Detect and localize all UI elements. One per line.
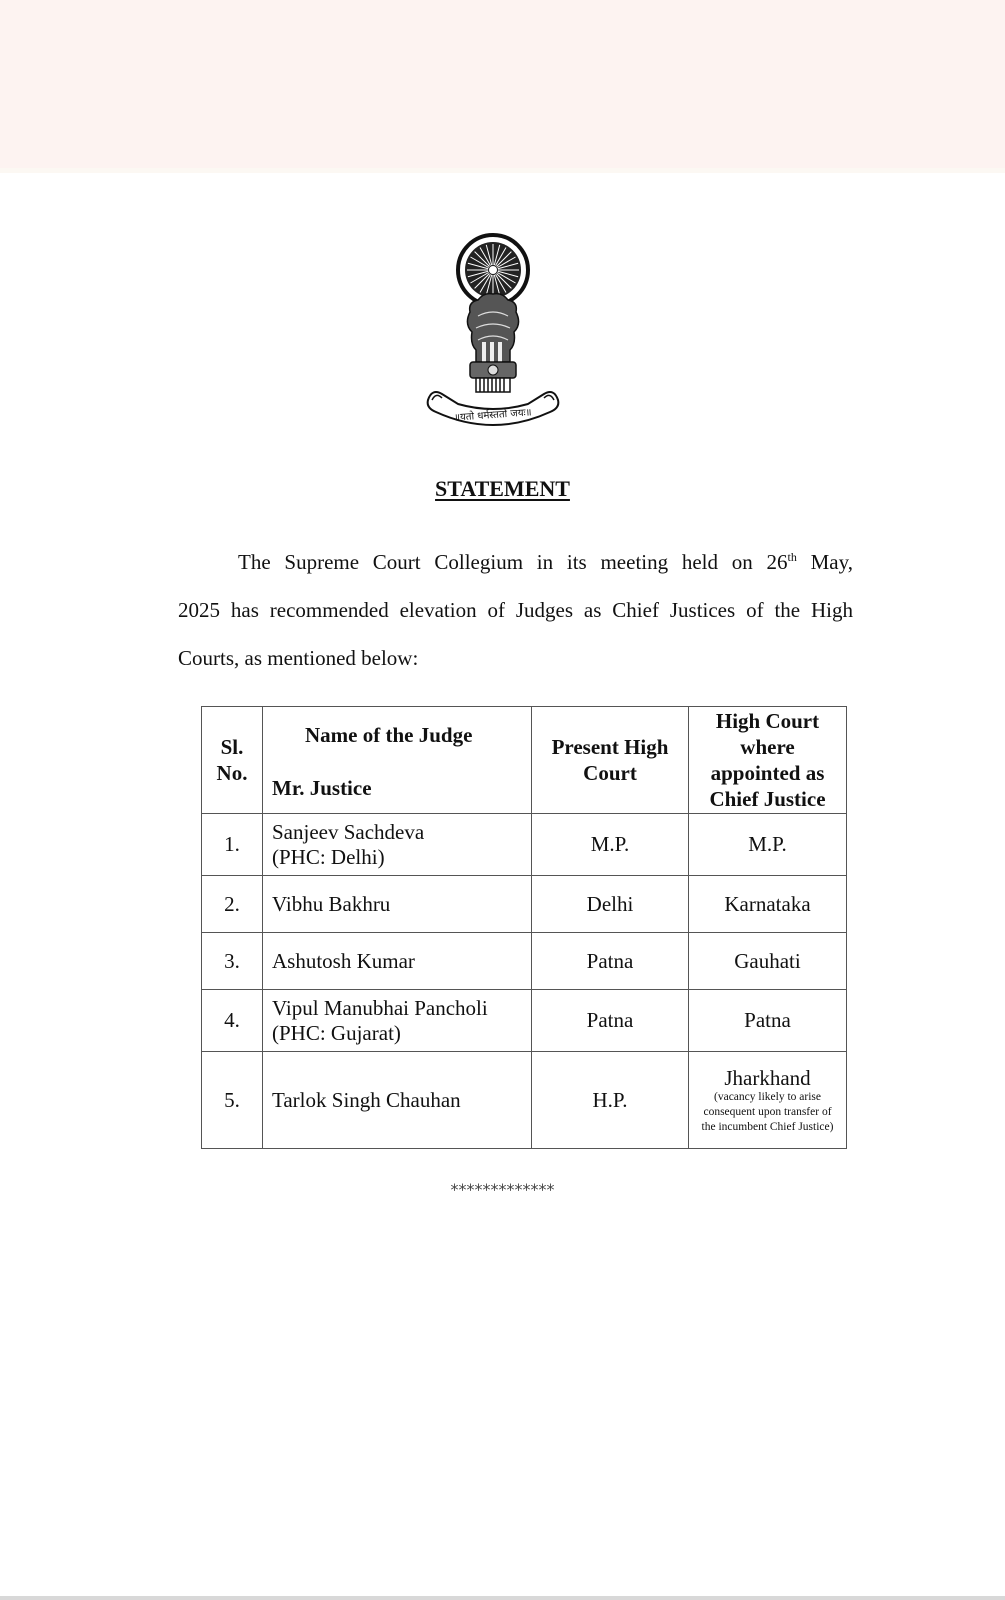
cell-present: M.P. bbox=[532, 814, 689, 876]
cell-appointed bbox=[689, 1052, 847, 1149]
cell-appointed: Patna bbox=[689, 990, 847, 1052]
cell-sl: 4. bbox=[202, 990, 263, 1052]
table-row bbox=[202, 1052, 847, 1149]
top-band bbox=[0, 0, 1005, 168]
table-row bbox=[202, 814, 847, 876]
header-sl-no bbox=[202, 707, 263, 814]
header-appointed-court bbox=[689, 707, 847, 814]
vacancy-note: (vacancy likely to arise consequent upon transfer of the incumbent Chief Justice) bbox=[701, 1090, 834, 1133]
paragraph-line-2: 2025 has recommended elevation of Judges as Chief Justices of the High bbox=[178, 598, 853, 622]
cell-sl: 1. bbox=[202, 814, 263, 876]
statement-paragraph bbox=[178, 538, 853, 682]
table-row bbox=[202, 990, 847, 1052]
paragraph-line-1 bbox=[178, 538, 853, 586]
cell-name bbox=[263, 1052, 532, 1149]
paragraph-text: May, bbox=[796, 550, 853, 574]
end-marker: ************* bbox=[450, 1180, 555, 1199]
supreme-court-emblem-icon bbox=[418, 232, 568, 432]
judge-name: Tarlok Singh Chauhan bbox=[272, 1087, 461, 1112]
cell-appointed: Karnataka bbox=[689, 876, 847, 933]
cell-sl: 2. bbox=[202, 876, 263, 933]
ordinal-suffix: th bbox=[787, 550, 797, 564]
cell-present: H.P. bbox=[532, 1052, 689, 1149]
table-row bbox=[202, 876, 847, 933]
judge-name: Ashutosh Kumar bbox=[272, 948, 415, 973]
paragraph-text: The Supreme Court Collegium in its meeting held on 26 bbox=[238, 550, 788, 574]
cell-sl: 5. bbox=[202, 1052, 263, 1149]
cell-appointed: M.P. bbox=[689, 814, 847, 876]
top-band-edge bbox=[0, 168, 1005, 173]
cell-name bbox=[263, 876, 532, 933]
header-name-bottom: Mr. Justice bbox=[272, 776, 372, 800]
cell-name bbox=[263, 933, 532, 990]
header-present-court bbox=[532, 707, 689, 814]
table-header-row bbox=[202, 707, 847, 814]
cell-present: Patna bbox=[532, 933, 689, 990]
cell-sl: 3. bbox=[202, 933, 263, 990]
bottom-edge bbox=[0, 1596, 1005, 1600]
cell-name bbox=[263, 990, 532, 1052]
cell-appointed: Gauhati bbox=[689, 933, 847, 990]
judge-name: Vibhu Bakhru bbox=[272, 891, 391, 916]
statement-title: STATEMENT bbox=[435, 476, 570, 501]
header-text: High Court where appointed as Chief Justice bbox=[709, 709, 826, 811]
judges-table bbox=[201, 706, 847, 1149]
judge-parent-court: (PHC: Delhi) bbox=[272, 844, 385, 869]
cell-present: Delhi bbox=[532, 876, 689, 933]
judge-name: Sanjeev Sachdeva bbox=[272, 819, 425, 844]
judge-parent-court: (PHC: Gujarat) bbox=[272, 1020, 401, 1045]
paragraph-line-3: Courts, as mentioned below: bbox=[178, 646, 419, 670]
appointed-court: Jharkhand bbox=[724, 1065, 811, 1090]
header-text: Present High Court bbox=[551, 735, 669, 785]
judge-name: Vipul Manubhai Pancholi bbox=[272, 995, 488, 1020]
cell-present: Patna bbox=[532, 990, 689, 1052]
header-name-top: Name of the Judge bbox=[305, 723, 473, 747]
table-row bbox=[202, 933, 847, 990]
header-text: Sl. No. bbox=[216, 735, 248, 785]
svg-text:॥यतो धर्मस्ततो जयः॥: ॥यतो धर्मस्ततो जयः॥ bbox=[453, 407, 532, 424]
cell-name bbox=[263, 814, 532, 876]
header-name bbox=[263, 707, 532, 814]
